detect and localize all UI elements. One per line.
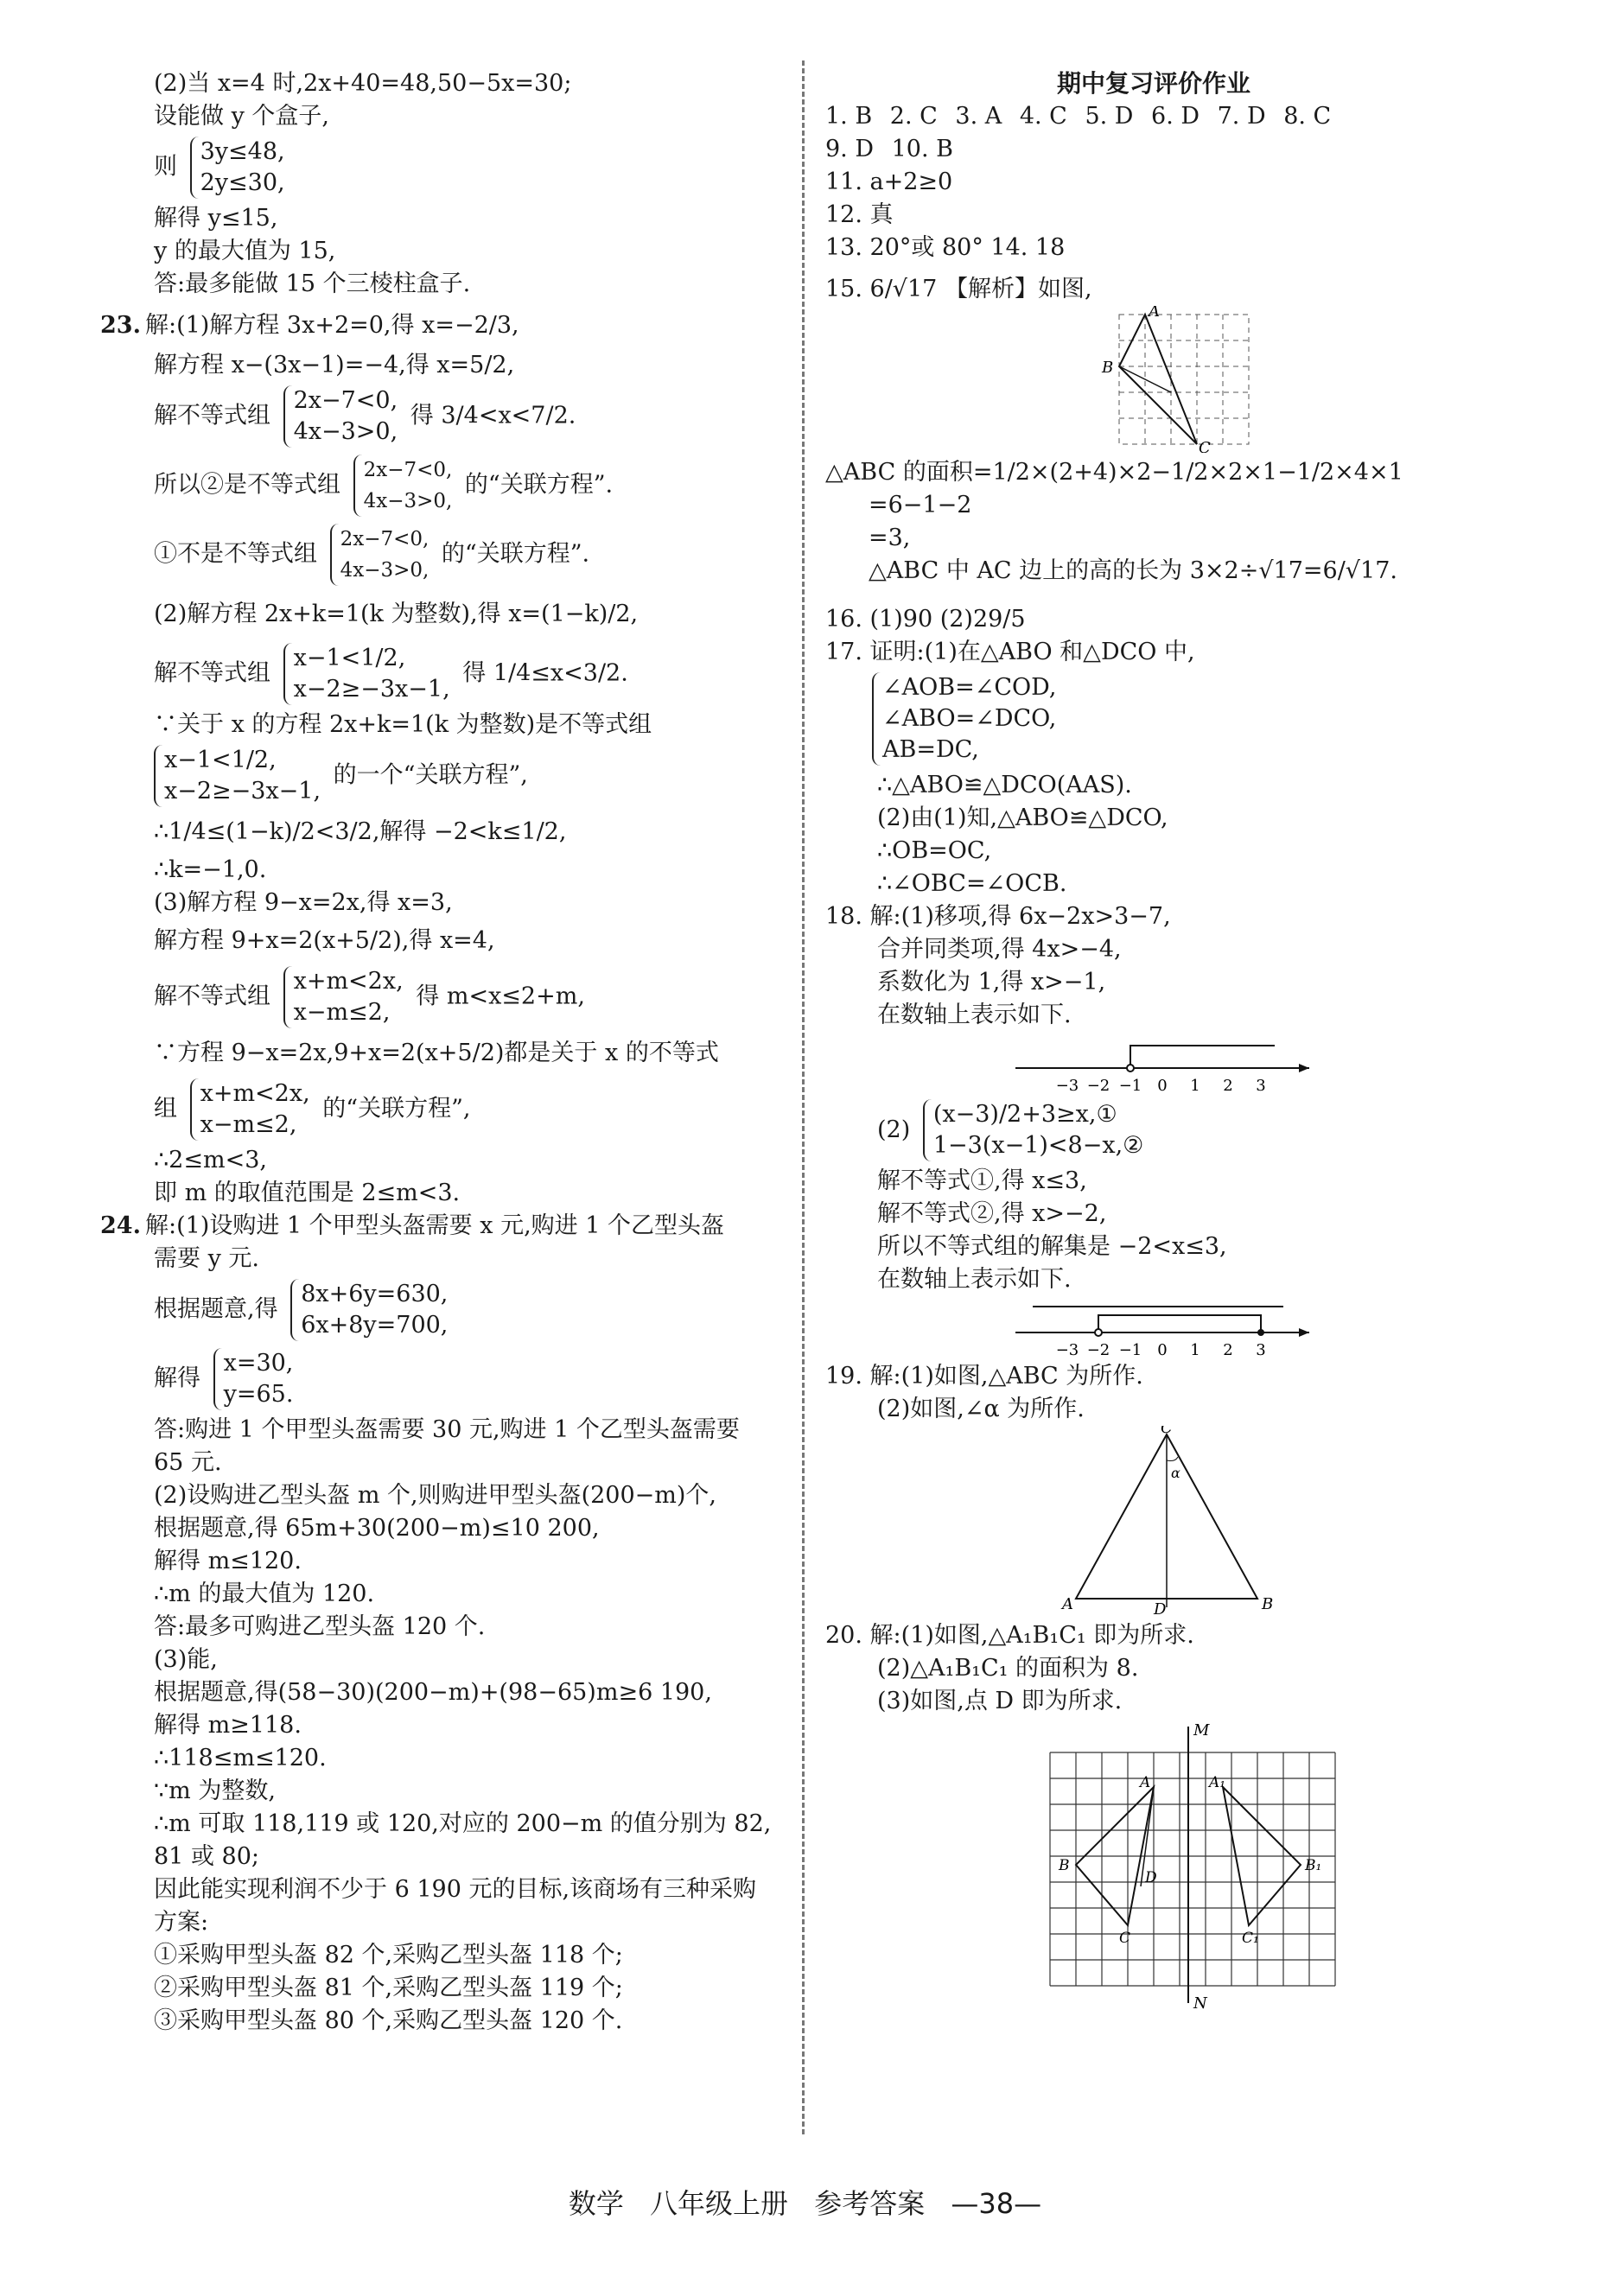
vertex-label: C xyxy=(1119,1930,1131,1947)
answer-15: 15. 6/√17 【解析】如图, xyxy=(825,276,1092,302)
text: 的“关联方程”. xyxy=(464,471,614,499)
footer-subject: 数学 xyxy=(568,2187,624,2220)
mc-answer: 2. C xyxy=(889,103,938,130)
figure-19-triangle xyxy=(825,1426,1482,1616)
vertex-label: B xyxy=(1262,1595,1274,1613)
inequality-system xyxy=(283,643,450,705)
tick-label: 0 xyxy=(1157,1077,1168,1092)
footer-label: 参考答案 xyxy=(814,2187,926,2220)
answer-12: 12. 真 xyxy=(825,201,894,228)
calc-line: =6−1−2 xyxy=(869,492,972,518)
tick-label: −2 xyxy=(1086,1341,1110,1357)
text-line: ∵方程 9−x=2x,9+x=2(x+5/2)都是关于 x 的不等式 xyxy=(154,1040,719,1066)
text-line: 在数轴上表示如下. xyxy=(877,1002,1072,1028)
text-line: ∵关于 x 的方程 2x+k=1(k 为整数)是不等式组 xyxy=(154,711,652,738)
system-row: 6x+8y=700, xyxy=(301,1312,449,1339)
system-row: x−1<1/2, xyxy=(293,645,406,671)
text-line: ∴m 可取 118,119 或 120,对应的 200−m 的值分别为 82, xyxy=(154,1810,772,1837)
inequality-system xyxy=(353,455,453,517)
system-row: 1−3(x−1)<8−x,② xyxy=(932,1132,1144,1159)
system-row: x−m≤2, xyxy=(200,1111,297,1138)
equation-system xyxy=(290,1279,448,1341)
text-line: (2)当 x=4 时,2x+40=48,50−5x=30; xyxy=(154,70,572,97)
system-line xyxy=(154,133,793,202)
text-line: 解得 m≥118. xyxy=(154,1712,302,1739)
text-line: 因此能实现利润不少于 6 190 元的目标,该商场有三种采购 xyxy=(154,1876,757,1903)
text-line: 解不等式②,得 x>−2, xyxy=(877,1200,1107,1227)
system-row: y=65. xyxy=(223,1381,294,1408)
system-row: x=30, xyxy=(223,1350,294,1377)
text-line: ∴∠OBC=∠OCB. xyxy=(877,870,1067,897)
system-line xyxy=(154,963,793,1032)
system-row: x−2≥−3x−1, xyxy=(293,676,450,703)
text: 得 1/4≤x<3/2. xyxy=(462,659,628,687)
label: ①不是不等式组 xyxy=(154,540,317,568)
text-line: 18. 解:(1)移项,得 6x−2x>3−7, xyxy=(825,903,1171,930)
system-row: 8x+6y=630, xyxy=(301,1281,449,1307)
inequality-system xyxy=(923,1099,1144,1161)
tick-label: 1 xyxy=(1190,1077,1200,1092)
text-line: 需要 y 元. xyxy=(154,1245,260,1272)
point-label: D xyxy=(1145,1869,1157,1886)
text-line: 解方程 9+x=2(x+5/2),得 x=4, xyxy=(154,927,495,954)
label: 根据题意,得 xyxy=(154,1295,278,1323)
mc-answers-row-1 xyxy=(825,100,1482,133)
system-row: ∠ABO=∠DCO, xyxy=(882,705,1057,732)
system-row: 4x−3>0, xyxy=(340,559,430,582)
system-row: 2y≤30, xyxy=(200,169,285,196)
text: 的“关联方程”, xyxy=(322,1095,471,1123)
system-row: 2x−7<0, xyxy=(363,459,453,481)
system-line xyxy=(154,1075,793,1144)
text-line: 解不等式①,得 x≤3, xyxy=(877,1167,1087,1194)
text-line: ∵m 为整数, xyxy=(154,1778,276,1804)
text-line: (2)设购进乙型头盔 m 个,则购进甲型头盔(200−m)个, xyxy=(154,1482,717,1509)
mc-answer: 5. D xyxy=(1085,103,1134,130)
system-row: 2x−7<0, xyxy=(340,528,430,550)
system-row: (x−3)/2+3≥x,① xyxy=(932,1101,1117,1128)
text: 解:(1)设购进 1 个甲型头盔需要 x 元,购进 1 个乙型头盔 xyxy=(145,1212,725,1239)
mc-answer: 10. B xyxy=(891,136,953,162)
text: 的“关联方程”. xyxy=(441,540,590,568)
text-line: ∴k=−1,0. xyxy=(154,856,267,883)
label: 组 xyxy=(154,1095,177,1123)
answer-11: 11. a+2≥0 xyxy=(825,169,953,195)
text-line: 解得 m≤120. xyxy=(154,1548,302,1574)
text-line: 19. 解:(1)如图,△ABC 为所作. xyxy=(825,1363,1143,1390)
vertex-label: B xyxy=(1059,1857,1070,1874)
question-23-line xyxy=(100,309,793,342)
mc-answer: 8. C xyxy=(1283,103,1332,130)
tick-label: 3 xyxy=(1256,1341,1266,1357)
tick-label: 1 xyxy=(1190,1341,1200,1357)
text-line: y 的最大值为 15, xyxy=(154,238,336,264)
text-line: ∴OB=OC, xyxy=(877,837,992,864)
system-row: x+m<2x, xyxy=(293,968,404,995)
footer-grade: 八年级上册 xyxy=(650,2187,789,2220)
system-row: 3y≤48, xyxy=(200,138,285,165)
text-line: 答:最多可购进乙型头盔 120 个. xyxy=(154,1613,486,1640)
text-line: 答:购进 1 个甲型头盔需要 30 元,购进 1 个乙型头盔需要 xyxy=(154,1416,740,1443)
mc-answer: 7. D xyxy=(1217,103,1266,130)
number-line-2 xyxy=(825,1296,1482,1357)
text-line: (2)由(1)知,△ABO≌△DCO, xyxy=(877,805,1168,831)
text-line: 在数轴上表示如下. xyxy=(877,1266,1072,1293)
system-row: 4x−3>0, xyxy=(293,418,398,445)
mc-answer: 6. D xyxy=(1151,103,1200,130)
text-line: (2)如图,∠α 为所作. xyxy=(877,1396,1085,1422)
vertex-label: A xyxy=(1062,1595,1073,1613)
text: 得 m<x≤2+m, xyxy=(416,983,585,1010)
tick-label: 2 xyxy=(1223,1341,1233,1357)
text: 解:(1)解方程 3x+2=0,得 x=−2/3, xyxy=(145,312,519,339)
page-footer xyxy=(0,2182,1610,2222)
text-line: 根据题意,得 65m+30(200−m)≤10 200, xyxy=(154,1515,600,1542)
text-line: 17. 证明:(1)在△ABO 和△DCO 中, xyxy=(825,639,1195,665)
label: 解不等式组 xyxy=(154,402,270,429)
text-line: ①采购甲型头盔 82 个,采购乙型头盔 118 个; xyxy=(154,1942,623,1968)
vertex-label: C xyxy=(1199,439,1211,453)
system-line xyxy=(154,1345,793,1414)
system-line xyxy=(154,382,793,451)
system-row: 4x−3>0, xyxy=(363,490,453,512)
axis-label: M xyxy=(1193,1721,1210,1739)
tick-label: −1 xyxy=(1118,1341,1142,1357)
label: (2) xyxy=(877,1116,911,1143)
text-line: ②采购甲型头盔 81 个,采购乙型头盔 119 个; xyxy=(154,1975,623,2001)
vertex-label: A₁ xyxy=(1209,1774,1226,1791)
text-line: ∴m 的最大值为 120. xyxy=(154,1580,375,1607)
calc-line: △ABC 的面积=1/2×(2+4)×2−1/2×2×1−1/2×4×1 xyxy=(825,459,1403,486)
vertex-label: C xyxy=(1161,1426,1173,1437)
section-title: 期中复习评价作业 xyxy=(1056,69,1250,98)
equation-system xyxy=(190,137,285,199)
label: 则 xyxy=(154,153,177,181)
vertex-label: B₁ xyxy=(1305,1857,1322,1874)
text-line: 答:最多能做 15 个三棱柱盒子. xyxy=(154,270,471,297)
system-row: AB=DC, xyxy=(882,736,979,763)
system-row: x−m≤2, xyxy=(293,999,391,1026)
page-number: —38— xyxy=(951,2187,1042,2220)
vertex-label: C₁ xyxy=(1242,1930,1259,1947)
text-line: 即 m 的取值范围是 2≤m<3. xyxy=(154,1180,461,1206)
text-line: (3)解方程 9−x=2x,得 x=3, xyxy=(154,889,453,916)
system-row: x+m<2x, xyxy=(200,1080,310,1107)
system-line xyxy=(154,741,793,811)
answer-13-14: 13. 20°或 80° 14. 18 xyxy=(825,234,1066,261)
system-row: x−1<1/2, xyxy=(164,747,277,773)
mc-answer: 1. B xyxy=(825,103,873,130)
vertex-label: A xyxy=(1140,1774,1151,1791)
system-line xyxy=(154,639,793,709)
text-line: 合并同类项,得 4x>−4, xyxy=(877,936,1122,963)
axis-label: N xyxy=(1193,1994,1207,2012)
mc-answer: 4. C xyxy=(1019,103,1067,130)
figure-20-grid-reflection xyxy=(825,1718,1482,2012)
system-line xyxy=(154,451,793,520)
tick-label: −1 xyxy=(1118,1077,1142,1092)
text-line: 65 元. xyxy=(154,1449,222,1476)
system-line xyxy=(825,669,1482,769)
vertex-label: B xyxy=(1102,359,1114,377)
text-line: ∴△ABO≌△DCO(AAS). xyxy=(877,772,1132,798)
text-line: 解方程 x−(3x−1)=−4,得 x=5/2, xyxy=(154,352,515,378)
calc-line: =3, xyxy=(869,525,911,551)
answer-16: 16. (1)90 (2)29/5 xyxy=(825,606,1026,633)
system-row: 2x−7<0, xyxy=(293,387,398,414)
label: 解不等式组 xyxy=(154,983,270,1010)
tick-label: 3 xyxy=(1256,1077,1266,1092)
text-line: 设能做 y 个盒子, xyxy=(154,103,330,130)
question-number: 24. xyxy=(100,1212,141,1239)
tick-label: 0 xyxy=(1157,1341,1168,1357)
mc-answers-row-2 xyxy=(825,133,1482,166)
text-line: (2)解方程 2x+k=1(k 为整数),得 x=(1−k)/2, xyxy=(154,601,639,627)
condition-system xyxy=(872,672,1056,766)
label: 解得 xyxy=(154,1364,200,1392)
inequality-system xyxy=(283,966,404,1028)
figure-15-grid-triangle xyxy=(825,306,1482,453)
equation-system xyxy=(213,1348,294,1410)
mc-answer: 3. A xyxy=(955,103,1002,130)
inequality-system xyxy=(190,1078,310,1141)
label: 所以②是不等式组 xyxy=(154,471,340,499)
system-row: ∠AOB=∠COD, xyxy=(882,674,1057,701)
text-line: ∴1/4≤(1−k)/2<3/2,解得 −2<k≤1/2, xyxy=(154,818,567,845)
inequality-system xyxy=(283,385,398,448)
text: 得 3/4<x<7/2. xyxy=(410,402,576,429)
text-line: 所以不等式组的解集是 −2<x≤3, xyxy=(877,1233,1227,1260)
label: 解不等式组 xyxy=(154,659,270,687)
text-line: 系数化为 1,得 x>−1, xyxy=(877,969,1106,995)
question-24-line xyxy=(100,1210,793,1243)
text-line: 方案: xyxy=(154,1909,209,1936)
text-line: 81 或 80; xyxy=(154,1843,259,1870)
text-line: 20. 解:(1)如图,△A₁B₁C₁ 即为所求. xyxy=(825,1622,1194,1649)
text-line: (3)如图,点 D 即为所求. xyxy=(877,1688,1123,1714)
tick-label: 2 xyxy=(1223,1077,1233,1092)
inequality-system xyxy=(154,745,321,807)
text-line: ③采购甲型头盔 80 个,采购乙型头盔 120 个. xyxy=(154,2007,623,2034)
system-line xyxy=(154,520,793,589)
column-divider xyxy=(802,60,805,2134)
text-line: 根据题意,得(58−30)(200−m)+(98−65)m≥6 190, xyxy=(154,1679,712,1706)
text-line: (2)△A₁B₁C₁ 的面积为 8. xyxy=(877,1655,1139,1682)
mc-answer: 9. D xyxy=(825,136,874,162)
tick-label: −3 xyxy=(1055,1077,1079,1092)
inequality-system xyxy=(330,524,430,586)
text-line: (3)能, xyxy=(154,1646,218,1673)
text: 的一个“关联方程”, xyxy=(333,761,528,789)
text-line: ∴2≤m<3, xyxy=(154,1147,267,1173)
tick-label: −3 xyxy=(1055,1341,1079,1357)
system-line xyxy=(825,1096,1482,1165)
text-line: ∴118≤m≤120. xyxy=(154,1745,327,1771)
calc-line: △ABC 中 AC 边上的高的长为 3×2÷√17=6/√17. xyxy=(869,557,1397,584)
vertex-label: A xyxy=(1149,306,1160,321)
text-line: 解得 y≤15, xyxy=(154,205,278,232)
tick-label: −2 xyxy=(1086,1077,1110,1092)
question-number: 23. xyxy=(100,312,141,339)
system-line xyxy=(154,1275,793,1345)
system-row: x−2≥−3x−1, xyxy=(164,778,321,805)
number-line-1 xyxy=(825,1032,1482,1092)
left-column xyxy=(100,67,793,2038)
angle-label: α xyxy=(1171,1465,1180,1481)
right-column xyxy=(825,67,1482,2015)
vertex-label: D xyxy=(1154,1600,1167,1616)
